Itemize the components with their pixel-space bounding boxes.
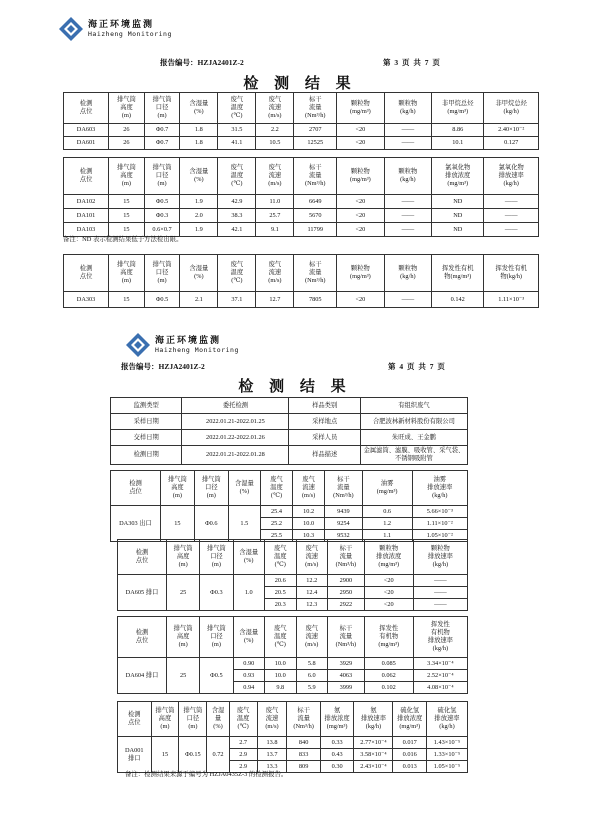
table-row — [64, 195, 539, 209]
report-page-4 — [0, 330, 595, 822]
column-header: 含湿量 (%) — [180, 158, 218, 195]
info-value: 合肥波林新材料股份有限公司 — [360, 414, 467, 430]
column-header: 排气筒 口径 (m) — [179, 702, 207, 737]
table-cell: <20 — [337, 223, 385, 237]
column-header: 排气筒 高度 (m) — [109, 255, 145, 292]
table-cell: 9254 — [325, 518, 362, 530]
table-cell: 0.102 — [364, 682, 413, 694]
table-cell: 0.013 — [393, 761, 427, 773]
table-note: 备注：检测结果来源于编号为 HZJA0435Z-3 的检测报告。 — [125, 771, 288, 778]
column-header: 排气筒 口径 (m) — [194, 471, 228, 506]
column-header: 废气 流速 (m/s) — [296, 540, 328, 575]
table-cell: 1.9 — [180, 195, 218, 209]
table-note: 备注：ND 表示检测结果低于方法检出限。 — [63, 236, 183, 243]
table-row — [64, 124, 539, 137]
table-cell: 2.1 — [180, 292, 218, 308]
table-cell: —— — [484, 223, 539, 237]
table-cell: 12.2 — [296, 575, 328, 587]
table-cell: ND — [432, 209, 484, 223]
info-value: 2022.01.21-2022.01.28 — [182, 446, 289, 465]
column-header: 排气筒 高度 (m) — [109, 93, 145, 124]
table-cell: 2.0 — [180, 209, 218, 223]
table-row — [118, 658, 468, 670]
table-cell: 1.11×10⁻³ — [484, 292, 539, 308]
table-cell: 20.5 — [265, 587, 297, 599]
table-header-row — [64, 158, 539, 195]
table-cell: 1.8 — [180, 137, 218, 150]
column-header: 排气筒 口径 (m) — [200, 617, 233, 658]
merged-cell-point: DA303 出口 — [111, 506, 161, 542]
info-label: 样品描述 — [289, 446, 360, 465]
column-header: 排气筒 口径 (m) — [144, 255, 180, 292]
info-label: 采样地点 — [289, 414, 360, 430]
info-row — [111, 398, 468, 414]
table-cell: 1.05×10⁻⁵ — [426, 761, 467, 773]
column-header: 挥发性 有机物 (mg/m³) — [364, 617, 413, 658]
table-cell: 0.93 — [233, 670, 265, 682]
merged-cell-moisture: 0.72 — [207, 737, 229, 773]
table-cell: 10.2 — [293, 506, 325, 518]
page-title: 检 测 结 果 — [238, 379, 352, 395]
column-header: 颗粒物 (kg/h) — [384, 93, 432, 124]
info-value: 委托检测 — [182, 398, 289, 414]
table-cell: <20 — [337, 195, 385, 209]
table-cell: 1.43×10⁻⁵ — [426, 737, 467, 749]
column-header: 废气 流速 (m/s) — [293, 471, 325, 506]
result-table-voc — [63, 254, 539, 308]
column-header: 排气筒 高度 (m) — [167, 540, 200, 575]
logo-en: Haizheng Monitoring — [88, 30, 172, 38]
table-cell: 12.4 — [296, 587, 328, 599]
column-header: 废气 流速 (m/s) — [256, 158, 294, 195]
table-cell: 41.1 — [218, 137, 256, 150]
table-cell: Φ0.7 — [144, 137, 180, 150]
info-value: 朱旺成、王金鹏 — [360, 430, 467, 446]
column-header: 排气筒 高度 (m) — [160, 471, 194, 506]
table-cell: 0.43 — [320, 749, 354, 761]
table-cell: 0.142 — [432, 292, 484, 308]
table-cell: 10.0 — [293, 518, 325, 530]
table-cell: 26 — [109, 124, 145, 137]
table-cell: 6.0 — [296, 670, 328, 682]
column-header: 废气 温度 (℃) — [265, 617, 297, 658]
column-header: 检测 点位 — [64, 158, 109, 195]
logo-cn: 海正环境监测 — [155, 335, 222, 345]
table-cell: 0.127 — [484, 137, 539, 150]
table-cell: Φ0.7 — [144, 124, 180, 137]
info-label: 样品类别 — [289, 398, 360, 414]
info-value: 有组织废气 — [360, 398, 467, 414]
table-cell: 0.90 — [233, 658, 265, 670]
column-header: 标干 流量 (Nm³/h) — [294, 93, 337, 124]
table-cell: 5670 — [294, 209, 337, 223]
table-cell: 9.8 — [265, 682, 297, 694]
column-header: 颗粒物 (mg/m³) — [337, 255, 385, 292]
column-header: 含湿量 (%) — [228, 471, 260, 506]
result-table-ammonia — [117, 701, 468, 773]
table-cell: 0.33 — [320, 737, 354, 749]
info-value: 2022.01.21-2022.01.25 — [182, 414, 289, 430]
table-cell: Φ0.5 — [144, 292, 180, 308]
table-cell: —— — [413, 599, 467, 611]
table-cell: 12.3 — [296, 599, 328, 611]
table-cell: 5.8 — [296, 658, 328, 670]
table-cell: 3.58×10⁻⁴ — [354, 749, 393, 761]
table-cell: 25.7 — [256, 209, 294, 223]
company-logo-icon — [125, 332, 151, 358]
table-row — [64, 209, 539, 223]
merged-cell-diameter: Φ0.15 — [179, 737, 207, 773]
report-number: 报告编号：HZJA2401Z-2 — [160, 58, 244, 67]
table-cell: 1.9 — [180, 223, 218, 237]
column-header: 排气筒 口径 (m) — [200, 540, 233, 575]
table-cell: 20.6 — [265, 575, 297, 587]
table-cell: Φ0.3 — [144, 209, 180, 223]
column-header: 检测 点位 — [118, 617, 167, 658]
table-cell: —— — [484, 209, 539, 223]
column-header: 颗粒物 排放速率 (kg/h) — [413, 540, 467, 575]
table-cell: 2900 — [328, 575, 365, 587]
table-cell: 3929 — [328, 658, 365, 670]
info-row — [111, 414, 468, 430]
page-label: 第 4 页 共 7 页 — [388, 362, 446, 371]
column-header: 氯氧化物 排放速率 (kg/h) — [484, 158, 539, 195]
table-cell: 5.66×10⁻³ — [412, 506, 467, 518]
table-cell: 12.7 — [256, 292, 294, 308]
table-header-row — [118, 540, 468, 575]
column-header: 标干 流量 (Nm³/h) — [294, 158, 337, 195]
table-cell: —— — [384, 209, 432, 223]
table-cell: 2922 — [328, 599, 365, 611]
table-cell: <20 — [337, 209, 385, 223]
column-header: 排气筒 口径 (m) — [144, 93, 180, 124]
table-header-row — [64, 93, 539, 124]
result-table-particulate — [117, 539, 468, 611]
info-row — [111, 430, 468, 446]
table-cell: 0.017 — [393, 737, 427, 749]
table-cell: —— — [384, 223, 432, 237]
table-cell: —— — [384, 292, 432, 308]
table-cell: 809 — [287, 761, 321, 773]
column-header: 检测 点位 — [118, 540, 167, 575]
table-cell: 11.0 — [256, 195, 294, 209]
table-cell: 4.08×10⁻⁴ — [413, 682, 467, 694]
table-cell: 0.062 — [364, 670, 413, 682]
table-cell: 1.05×10⁻² — [412, 530, 467, 542]
column-header: 检测 点位 — [118, 702, 152, 737]
table-cell: 25.4 — [260, 506, 292, 518]
table-cell: ND — [432, 195, 484, 209]
merged-cell-height: 15 — [151, 737, 179, 773]
column-header: 排气筒 高度 (m) — [167, 617, 200, 658]
result-table-oil-mist — [110, 470, 468, 542]
table-cell: 25.5 — [260, 530, 292, 542]
table-cell: 5.9 — [296, 682, 328, 694]
info-label: 交样日期 — [111, 430, 182, 446]
column-header: 检测 点位 — [111, 471, 161, 506]
table-cell: —— — [413, 587, 467, 599]
table-cell: 31.5 — [218, 124, 256, 137]
table-cell: DA603 — [64, 124, 109, 137]
table-cell: 6649 — [294, 195, 337, 209]
column-header: 挥发性有机 物(mg/m³) — [432, 255, 484, 292]
column-header: 废气 流速 (m/s) — [257, 702, 287, 737]
column-header: 含湿量 (%) — [233, 540, 265, 575]
info-label: 检测日期 — [111, 446, 182, 465]
table-cell: 1.2 — [362, 518, 412, 530]
table-cell: 0.085 — [364, 658, 413, 670]
logo-en: Haizheng Monitoring — [155, 346, 239, 354]
result-table-nox — [63, 157, 539, 237]
table-cell: 2.40×10⁻² — [484, 124, 539, 137]
table-cell: 15 — [109, 195, 145, 209]
column-header: 含湿量 (%) — [180, 255, 218, 292]
table-cell: 2.77×10⁻⁴ — [354, 737, 393, 749]
table-cell: 2707 — [294, 124, 337, 137]
table-cell: 840 — [287, 737, 321, 749]
table-cell: <20 — [364, 587, 413, 599]
column-header: 标干 流量 (Nm³/h) — [328, 617, 365, 658]
table-cell: —— — [484, 195, 539, 209]
table-cell: 13.8 — [257, 737, 287, 749]
table-cell: 1.11×10⁻² — [412, 518, 467, 530]
column-header: 废气 温度 (℃) — [218, 158, 256, 195]
column-header: 废气 温度 (℃) — [218, 93, 256, 124]
column-header: 颗粒物 (kg/h) — [384, 255, 432, 292]
table-cell: 10.0 — [265, 670, 297, 682]
table-row — [118, 737, 468, 749]
table-cell: 38.3 — [218, 209, 256, 223]
merged-cell-point: DA001 排口 — [118, 737, 152, 773]
table-cell: 10.1 — [432, 137, 484, 150]
column-header: 排气筒 高度 (m) — [151, 702, 179, 737]
table-cell: 0.6 — [362, 506, 412, 518]
table-cell: 20.3 — [265, 599, 297, 611]
column-header: 非甲烷总烃 (mg/m³) — [432, 93, 484, 124]
column-header: 标干 流量 (Nm³/h) — [287, 702, 321, 737]
table-header-row — [118, 617, 468, 658]
table-cell: 9532 — [325, 530, 362, 542]
merged-cell-height: 25 — [167, 575, 200, 611]
table-cell: 0.30 — [320, 761, 354, 773]
table-cell: 2.9 — [229, 761, 257, 773]
merged-cell-height: 25 — [167, 658, 200, 694]
column-header: 硫化氢 排放浓度 (mg/m³) — [393, 702, 427, 737]
page-title: 检 测 结 果 — [243, 76, 357, 92]
table-cell: 1.1 — [362, 530, 412, 542]
sample-info-table — [110, 397, 468, 465]
table-cell: 10.0 — [265, 658, 297, 670]
table-cell: <20 — [364, 575, 413, 587]
info-row — [111, 446, 468, 465]
table-header-row — [118, 702, 468, 737]
result-table-voc — [117, 616, 468, 694]
table-cell: ND — [432, 223, 484, 237]
company-logo — [58, 16, 172, 42]
table-row — [111, 506, 468, 518]
table-cell: 1.33×10⁻⁵ — [426, 749, 467, 761]
table-cell: 42.1 — [218, 223, 256, 237]
page-label: 第 3 页 共 7 页 — [383, 58, 441, 67]
column-header: 氨 排放浓度 (mg/m³) — [320, 702, 354, 737]
merged-cell-moisture: 1.0 — [233, 575, 265, 611]
column-header: 挥发性有机 物(kg/h) — [484, 255, 539, 292]
column-header: 标干 流量 (Nm³/h) — [294, 255, 337, 292]
column-header: 废气 温度 (℃) — [260, 471, 292, 506]
info-label: 采样日期 — [111, 414, 182, 430]
table-header-row — [64, 255, 539, 292]
column-header: 废气 温度 (℃) — [218, 255, 256, 292]
table-cell: DA601 — [64, 137, 109, 150]
info-value: 2022.01.22-2022.01.26 — [182, 430, 289, 446]
table-header-row — [111, 471, 468, 506]
column-header: 检测 点位 — [64, 255, 109, 292]
column-header: 颗粒物 (mg/m³) — [337, 158, 385, 195]
table-cell: 9439 — [325, 506, 362, 518]
column-header: 标干 流量 (Nm³/h) — [325, 471, 362, 506]
column-header: 废气 温度 (℃) — [229, 702, 257, 737]
column-header: 油雾 排放速率 (kg/h) — [412, 471, 467, 506]
table-cell: DA103 — [64, 223, 109, 237]
column-header: 废气 流速 (m/s) — [256, 93, 294, 124]
table-cell: <20 — [337, 137, 385, 150]
table-cell: —— — [413, 575, 467, 587]
table-cell: 9.1 — [256, 223, 294, 237]
table-cell: 1.8 — [180, 124, 218, 137]
info-label: 采样人员 — [289, 430, 360, 446]
table-cell: 2.9 — [229, 749, 257, 761]
table-cell: 2.7 — [229, 737, 257, 749]
column-header: 油雾 (mg/m³) — [362, 471, 412, 506]
merged-cell-diameter: Φ0.6 — [194, 506, 228, 542]
column-header: 颗粒物 排放浓度 (mg/m³) — [364, 540, 413, 575]
column-header: 废气 流速 (m/s) — [296, 617, 328, 658]
table-cell: —— — [384, 137, 432, 150]
report-page-3 — [0, 0, 595, 330]
column-header: 颗粒物 (kg/h) — [384, 158, 432, 195]
table-cell: 8.86 — [432, 124, 484, 137]
column-header: 硫化氢 排放速率 (kg/h) — [426, 702, 467, 737]
table-row — [64, 137, 539, 150]
column-header: 标干 流量 (Nm³/h) — [328, 540, 365, 575]
report-number: 报告编号：HZJA2401Z-2 — [121, 362, 205, 371]
column-header: 含湿量 (%) — [233, 617, 265, 658]
table-cell: 0.016 — [393, 749, 427, 761]
table-cell: <20 — [364, 599, 413, 611]
table-cell: 10.5 — [256, 137, 294, 150]
table-row — [64, 292, 539, 308]
table-cell: 833 — [287, 749, 321, 761]
table-cell: Φ0.5 — [144, 195, 180, 209]
table-cell: DA101 — [64, 209, 109, 223]
result-table-nmhc — [63, 92, 539, 150]
table-cell: 3.34×10⁻⁴ — [413, 658, 467, 670]
table-cell: 13.7 — [257, 749, 287, 761]
table-cell: 42.9 — [218, 195, 256, 209]
merged-cell-height: 15 — [160, 506, 194, 542]
column-header: 含湿 量 (%) — [207, 702, 229, 737]
company-logo-icon — [58, 16, 84, 42]
company-logo — [125, 332, 239, 358]
merged-cell-diameter: Φ0.5 — [200, 658, 233, 694]
column-header: 含湿量 (%) — [180, 93, 218, 124]
table-cell: 2.52×10⁻⁴ — [413, 670, 467, 682]
table-cell: DA303 — [64, 292, 109, 308]
table-cell: 0.94 — [233, 682, 265, 694]
column-header: 挥发性 有机物 排放速率 (kg/h) — [413, 617, 467, 658]
table-cell: 2950 — [328, 587, 365, 599]
column-header: 氯氧化物 排放浓度 (mg/m³) — [432, 158, 484, 195]
table-cell: 10.3 — [293, 530, 325, 542]
table-cell: 12525 — [294, 137, 337, 150]
table-cell: 15 — [109, 223, 145, 237]
table-cell: 37.1 — [218, 292, 256, 308]
table-cell: <20 — [337, 124, 385, 137]
column-header: 非甲烷总烃 (kg/h) — [484, 93, 539, 124]
table-cell: 11799 — [294, 223, 337, 237]
table-cell: 13.3 — [257, 761, 287, 773]
table-cell: —— — [384, 195, 432, 209]
table-cell: 3999 — [328, 682, 365, 694]
merged-cell-point: DA604 排口 — [118, 658, 167, 694]
table-cell: <20 — [337, 292, 385, 308]
table-cell: —— — [384, 124, 432, 137]
column-header: 颗粒物 (mg/m³) — [337, 93, 385, 124]
info-label: 监测类型 — [111, 398, 182, 414]
column-header: 排气筒 高度 (m) — [109, 158, 145, 195]
merged-cell-point: DA605 排口 — [118, 575, 167, 611]
column-header: 氨 排放速率 (kg/h) — [354, 702, 393, 737]
merged-cell-moisture: 1.5 — [228, 506, 260, 542]
table-cell: 0.6×0.7 — [144, 223, 180, 237]
logo-cn: 海正环境监测 — [88, 19, 155, 29]
table-cell: 26 — [109, 137, 145, 150]
table-cell: 4063 — [328, 670, 365, 682]
column-header: 排气筒 口径 (m) — [144, 158, 180, 195]
table-cell: DA102 — [64, 195, 109, 209]
column-header: 废气 流速 (m/s) — [256, 255, 294, 292]
merged-cell-diameter: Φ0.3 — [200, 575, 233, 611]
info-value: 金属滤筒、滤膜、吸收管、采气袋、不锈钢吸附管 — [360, 446, 467, 465]
table-cell: 7805 — [294, 292, 337, 308]
column-header: 检测 点位 — [64, 93, 109, 124]
table-cell: 15 — [109, 292, 145, 308]
table-cell: 2.43×10⁻⁴ — [354, 761, 393, 773]
table-cell: 15 — [109, 209, 145, 223]
table-row — [118, 575, 468, 587]
column-header: 废气 温度 (℃) — [265, 540, 297, 575]
table-cell: 25.2 — [260, 518, 292, 530]
table-cell: 2.2 — [256, 124, 294, 137]
